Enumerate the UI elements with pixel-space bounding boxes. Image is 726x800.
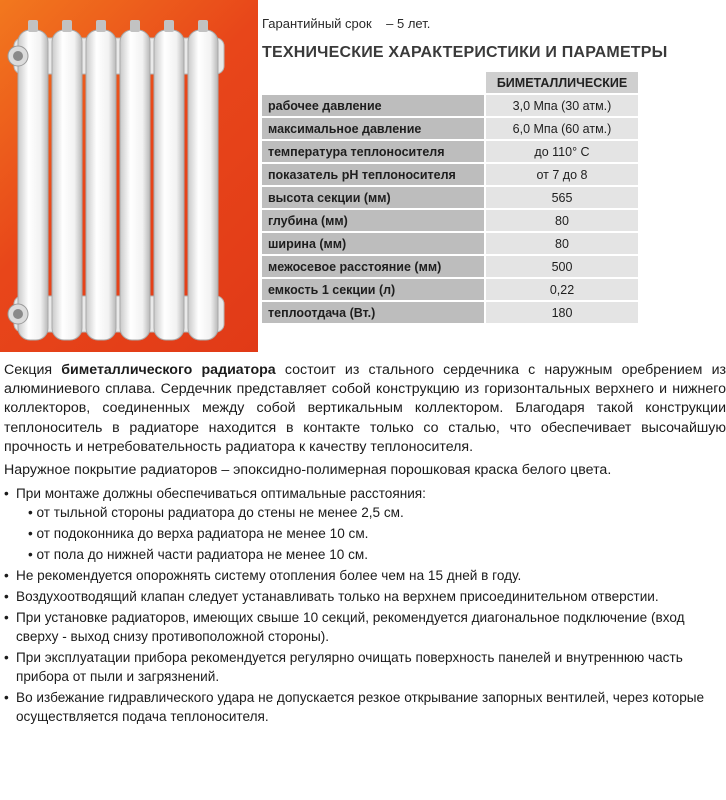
sub-list-item: • от тыльной стороны радиатора до стены не менее 2,5 см. [28,505,404,521]
list-item-text: Во избежание гидравлического удара не допускается резкое открывание запорных вентилей, через которые осуществляется подача теплоносителя. [16,690,705,725]
spec-name: емкость 1 секции (л) [262,279,486,302]
list-item-text: При установке радиаторов, имеющих свыше 10 секций, рекомендуется диагональное подключение (вход сверху - выход снизу противоположной стороны). [16,610,685,645]
spec-value: 500 [486,256,638,279]
header-corner [262,72,486,95]
spec-row [262,279,638,302]
spec-value: 0,22 [486,279,638,302]
radiator-sections [18,30,218,340]
spec-row [262,164,638,187]
spec-row [262,118,638,141]
spec-row [262,187,638,210]
spec-value: от 7 до 8 [486,164,638,187]
spec-row [262,256,638,279]
bullet-icon: • [4,589,9,605]
spec-name: максимальное давление [262,118,486,141]
spec-name: теплоотдача (Вт.) [262,302,486,325]
spec-value: 180 [486,302,638,325]
spec-name: глубина (мм) [262,210,486,233]
spec-row [262,233,638,256]
description-body [4,361,726,728]
bullet-icon: • [4,568,9,584]
intro-text-start: Секция [4,362,62,378]
warranty-period: Гарантийный срок – 5 лет. [262,16,431,31]
spec-name: межосевое расстояние (мм) [262,256,486,279]
column-header: БИМЕТАЛЛИЧЕСКИЕ [486,72,638,95]
spec-name: температура теплоносителя [262,141,486,164]
sub-list-item: • от подоконника до верха радиатора не менее 10 см. [28,526,369,542]
coating-paragraph: Наружное покрытие радиаторов – эпоксидно-полимерная порошковая краска белого цвета. [4,462,612,479]
list-item [4,648,726,686]
sub-list-item: • от пола до нижней части радиатора не менее 10 см. [28,547,369,563]
radiator-illustration [0,0,258,352]
list-item [4,688,726,726]
bullet-icon: • [4,690,9,706]
bullet-icon: • [4,610,9,626]
spec-row [262,141,638,164]
list-item-text: При эксплуатации прибора рекомендуется регулярно очищать поверхность панелей и внутреннюю часть прибора от пыли и загрязнений. [16,650,683,685]
spec-value: 80 [486,210,638,233]
spec-title: ТЕХНИЧЕСКИЕ ХАРАКТЕРИСТИКИ И ПАРАМЕТРЫ [262,44,668,61]
spec-name: высота секции (мм) [262,187,486,210]
bullet-icon: • [4,650,9,666]
distance-sublist [16,503,726,564]
spec-value: 80 [486,233,638,256]
spec-row [262,302,638,325]
list-item [4,566,726,585]
spec-value: 6,0 Мпа (60 атм.) [486,118,638,141]
spec-name: рабочее давление [262,95,486,118]
spec-row [262,95,638,118]
specs-header-row [262,72,638,95]
intro-bold-term: биметаллического радиатора [61,362,276,378]
spec-row [262,210,638,233]
intro-text-rest: состоит из стального сердечника с наружным оребрением из алюминиевого сплава. Сердечник представляет собой конструкцию из горизонтальных верхнего и нижнего коллекторов, соединенных между собой вертикальным коллектором. Благодаря такой конструкции теплоноситель в радиаторе находится в контакте только со сталью, что обеспечивает высочайшую прочность и нетребовательность радиатора к качеству теплоносителя. [4,362,726,455]
installation-notes [4,484,726,726]
bullet-icon: • [4,486,9,502]
spec-name: ширина (мм) [262,233,486,256]
radiator-photo [0,0,258,352]
list-item-text: Воздухоотводящий клапан следует устанавливать только на верхнем присоединительном отверстии. [16,589,659,605]
spec-value: до 110° С [486,141,638,164]
list-item [4,608,726,646]
list-item [4,587,726,606]
list-item-text: При монтаже должны обеспечиваться оптимальные расстояния: [16,486,426,502]
spec-name: показатель рН теплоносителя [262,164,486,187]
intro-paragraph [4,361,726,457]
spec-value: 3,0 Мпа (30 атм.) [486,95,638,118]
spec-value: 565 [486,187,638,210]
list-item [4,484,726,564]
specs-table [262,72,638,325]
list-item-text: Не рекомендуется опорожнять систему отопления более чем на 15 дней в году. [16,568,522,584]
